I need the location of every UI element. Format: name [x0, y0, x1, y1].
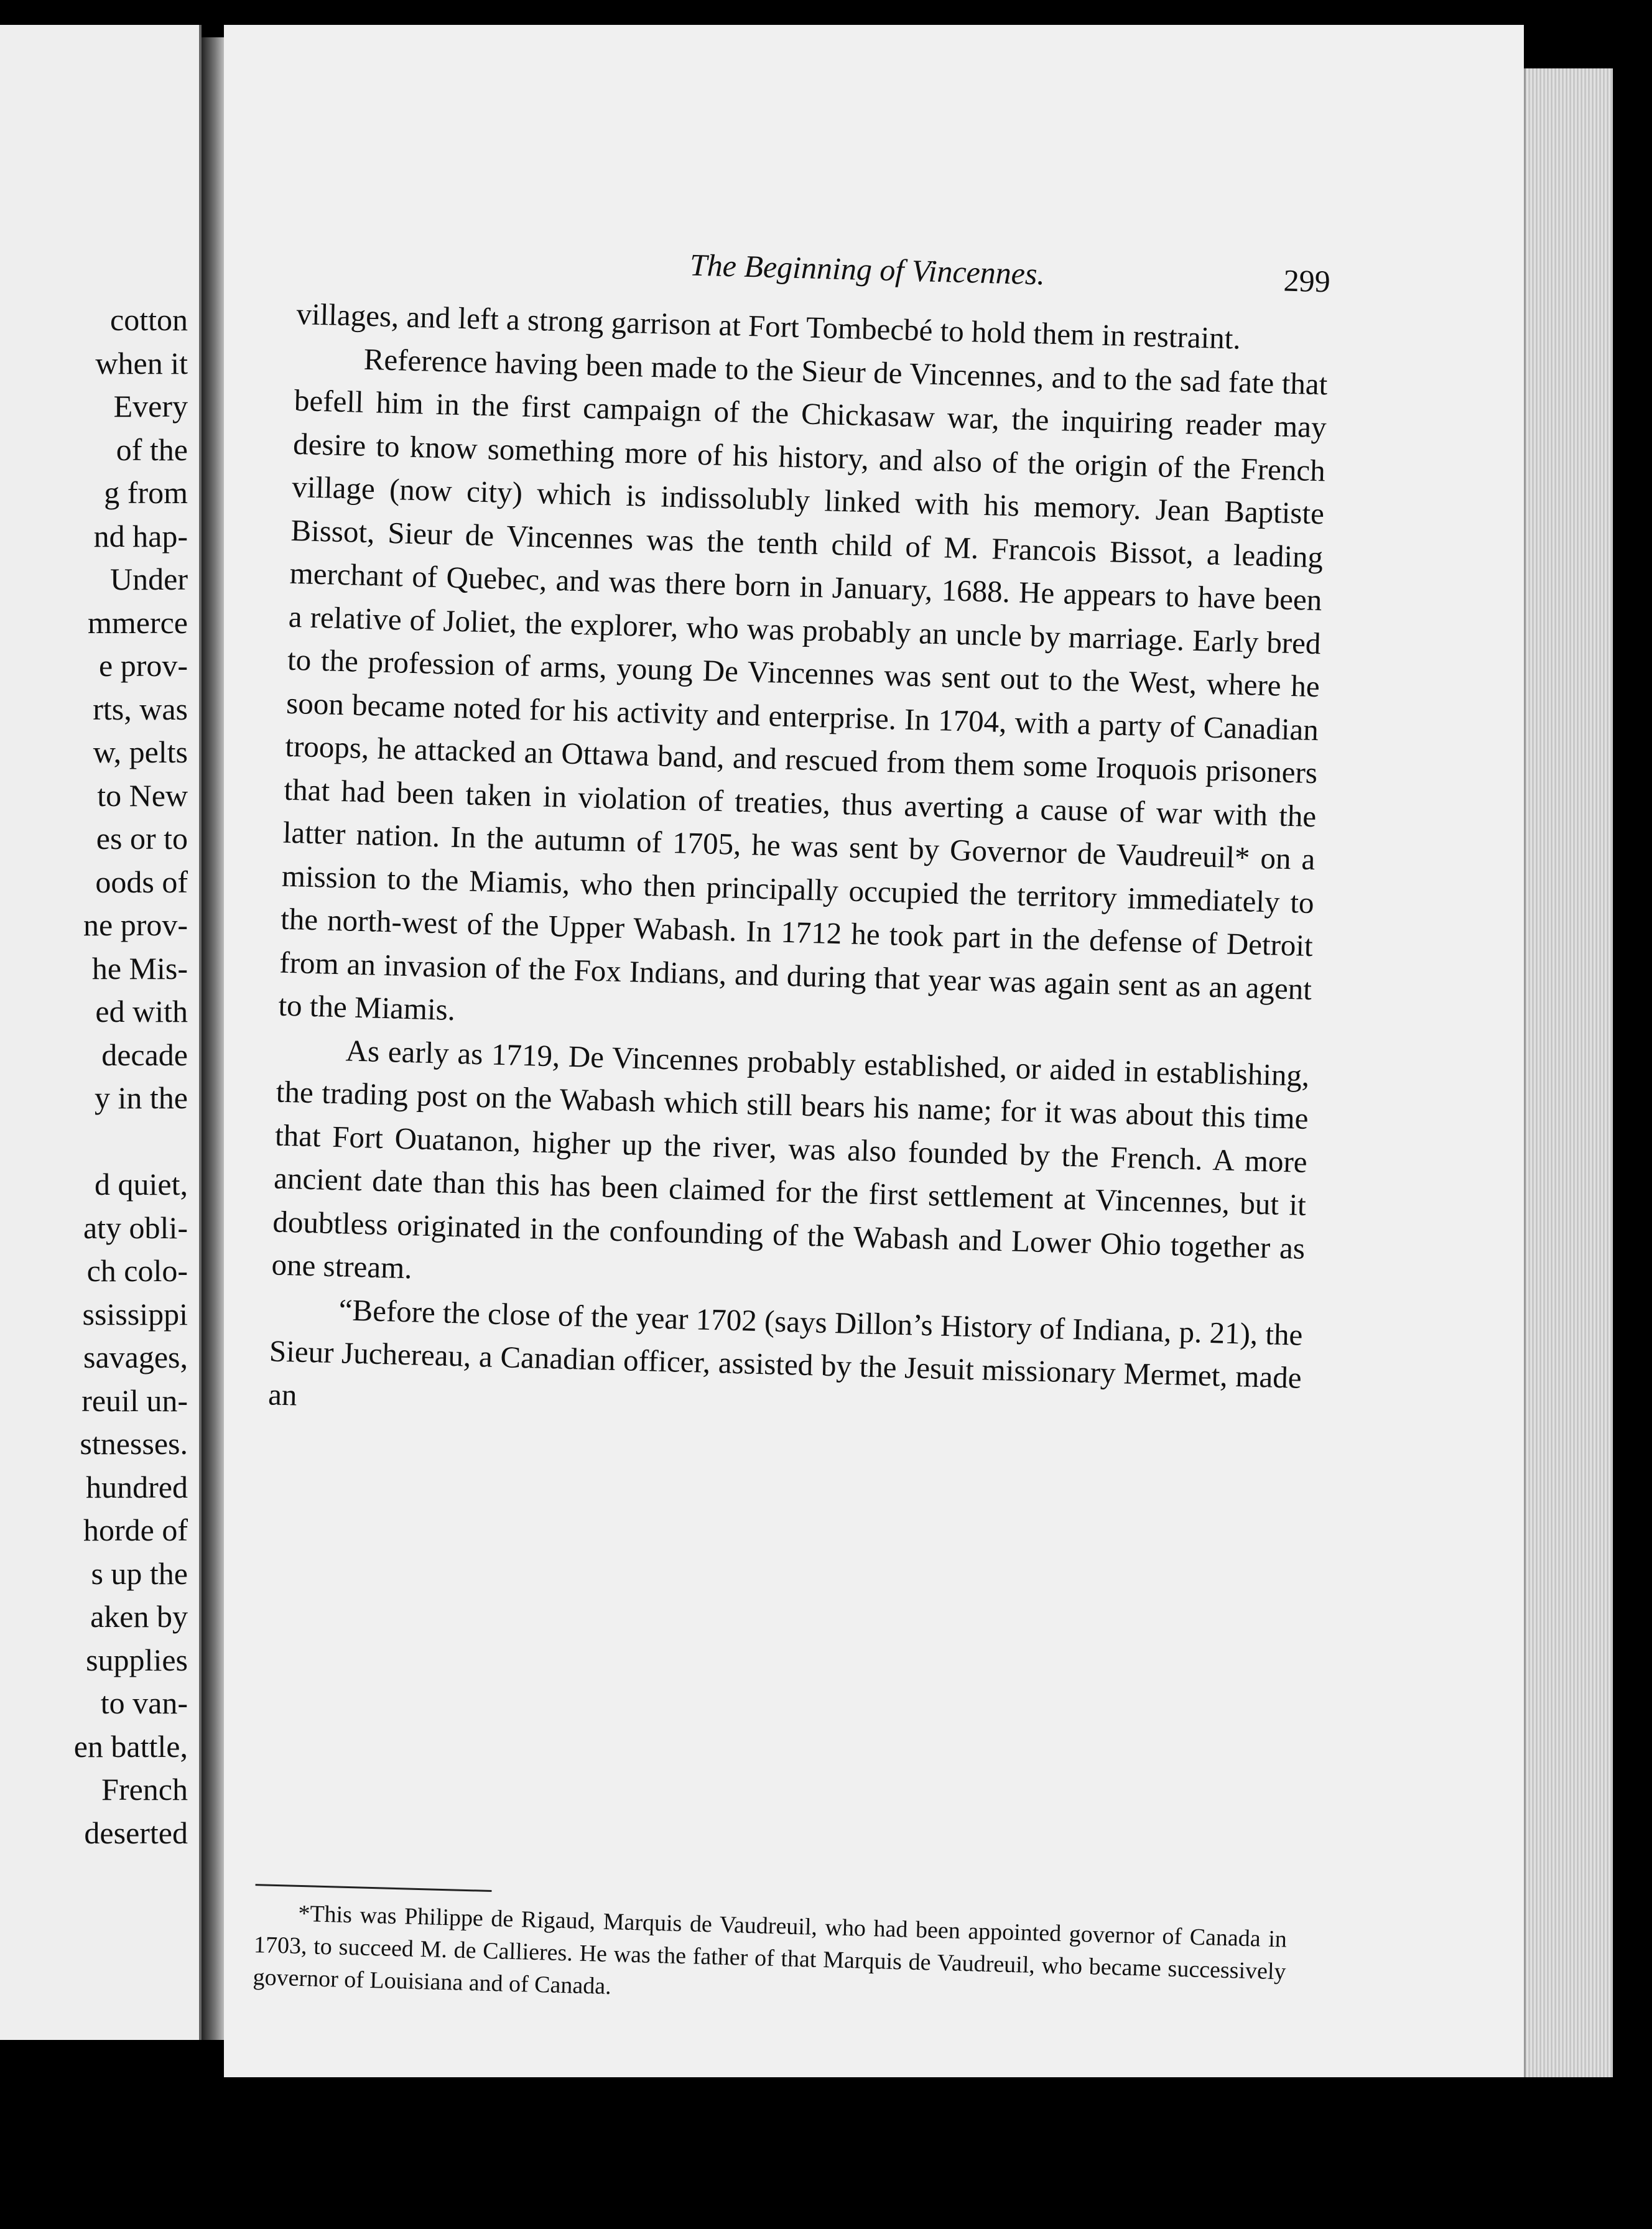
- left-page-line: w, pelts: [93, 735, 188, 769]
- left-page-line: es or to: [96, 821, 188, 856]
- running-head: The Beginning of Vincennes.: [689, 247, 1046, 292]
- left-page-line: when it: [95, 345, 188, 381]
- footnote: *This was Philippe de Rigaud, Marquis de Vaudreuil, who had been appointed governor of Canada in 1703, to succeed M. de Callieres. He was the father of that Marquis de Vaudreuil, who became successively governor of Louisiana and of Canada.: [253, 1900, 1288, 2000]
- left-page-line: e prov-: [99, 648, 188, 683]
- left-page-line: to New: [97, 777, 188, 813]
- footnote-rule: [256, 1884, 492, 1892]
- left-page-line: deserted: [84, 1815, 188, 1850]
- page-number: 299: [1283, 262, 1331, 299]
- left-page-line: stnesses.: [80, 1426, 188, 1461]
- left-page-line: decade: [101, 1037, 188, 1072]
- paragraph: Reference having been made to the Sieur de Vincennes, and to the sad fate that befell him in the first campaign of the Chickasaw war, the inquiring reader may desire to know something more of his history, and also of the origin of the French village (now city) which is indissolubly linked with his memory. Jean Baptiste Bissot, Sieur de Vincennes was the tenth child of M. Francois Bissot, a leading merchant of Quebec, and was there born in January, 1688. He appears to have been a relative of Joliet, the explorer, who was probably an uncle by marriage. Early bred to the profession of arms, young De Vincennes was sent out to the West, where he soon became noted for his activity and enterprise. In 1704, with a party of Canadian troops, he attacked an Ottawa band, and rescued from them some Iroquois prisoners that had been taken in violation of treaties, thus averting a cause of war with the latter nation. In the autumn of 1705, he was sent by Governor de Vaudreuil* on a mission to the Miamis, who then principally occupied the territory immediately to the north-west of the Upper Wabash. In 1712 he took part in the defense of Detroit from an invasion of the Fox Indians, and during that year was again sent as an agent to the Miamis.: [277, 341, 1329, 1027]
- paragraph: As early as 1719, De Vincennes probably established, or aided in establishing, the trading post on the Wabash which still bears his name; for it was about this time that Fort Ouatanon, higher up the river, was also founded by the French. A more ancient date than this has been claimed for the first settlement at Vincennes, but it doubtless originated in the confounding of the Wabash and Lower Ohio together as one stream.: [271, 1032, 1310, 1286]
- left-page-line: horde of: [83, 1513, 188, 1547]
- left-page-line: rts, was: [93, 691, 188, 726]
- left-page-line: d quiet,: [95, 1167, 188, 1202]
- paragraph: villages, and left a strong garrison at Fort Tombecbé to hold them in restraint.: [296, 296, 1241, 356]
- left-page-line: supplies: [86, 1642, 188, 1677]
- left-page-line: oods of: [95, 864, 188, 899]
- left-page-line: aken by: [90, 1599, 188, 1634]
- left-page-line: hundred: [86, 1469, 188, 1504]
- left-page-line: Under: [110, 562, 188, 596]
- page-edges: [1524, 68, 1613, 2077]
- left-page-line: aty obli-: [83, 1210, 188, 1245]
- left-page-line: to van-: [100, 1685, 188, 1720]
- left-page-line: of the: [116, 432, 188, 467]
- left-page-line: nd hap-: [93, 518, 188, 554]
- left-page-line: en battle,: [73, 1728, 188, 1764]
- left-page-line: French: [101, 1772, 188, 1807]
- paragraph: “Before the close of the year 1702 (says Dillon’s History of Indiana, p. 21), the Sieur Juchereau, a Canadian officer, assisted by the Jesuit missionary Mermet, made an: [267, 1292, 1304, 1412]
- left-page-line: s up the: [91, 1555, 188, 1591]
- left-page-line: mmerce: [87, 605, 188, 640]
- left-page-line: savages,: [83, 1340, 188, 1374]
- left-page-line: ed with: [95, 994, 188, 1029]
- left-page-line: he Mis-: [91, 950, 188, 986]
- left-page-line: ne prov-: [83, 907, 188, 942]
- left-page-line: cotton: [110, 302, 188, 337]
- body-text: [267, 292, 1329, 1443]
- left-page: [0, 25, 202, 2040]
- left-page-line: Every: [113, 389, 188, 424]
- left-page-line: g from: [104, 475, 188, 510]
- left-page-text: [74, 299, 188, 1855]
- book-gutter: [202, 37, 224, 2040]
- text-block: [253, 236, 1331, 2000]
- left-page-line: reuil un-: [81, 1383, 188, 1418]
- left-page-line: [74, 1120, 188, 1164]
- left-page-line: y in the: [95, 1080, 188, 1115]
- right-page: [224, 25, 1524, 2077]
- left-page-line: ssissippi: [82, 1296, 188, 1332]
- left-page-line: ch colo-: [86, 1253, 188, 1288]
